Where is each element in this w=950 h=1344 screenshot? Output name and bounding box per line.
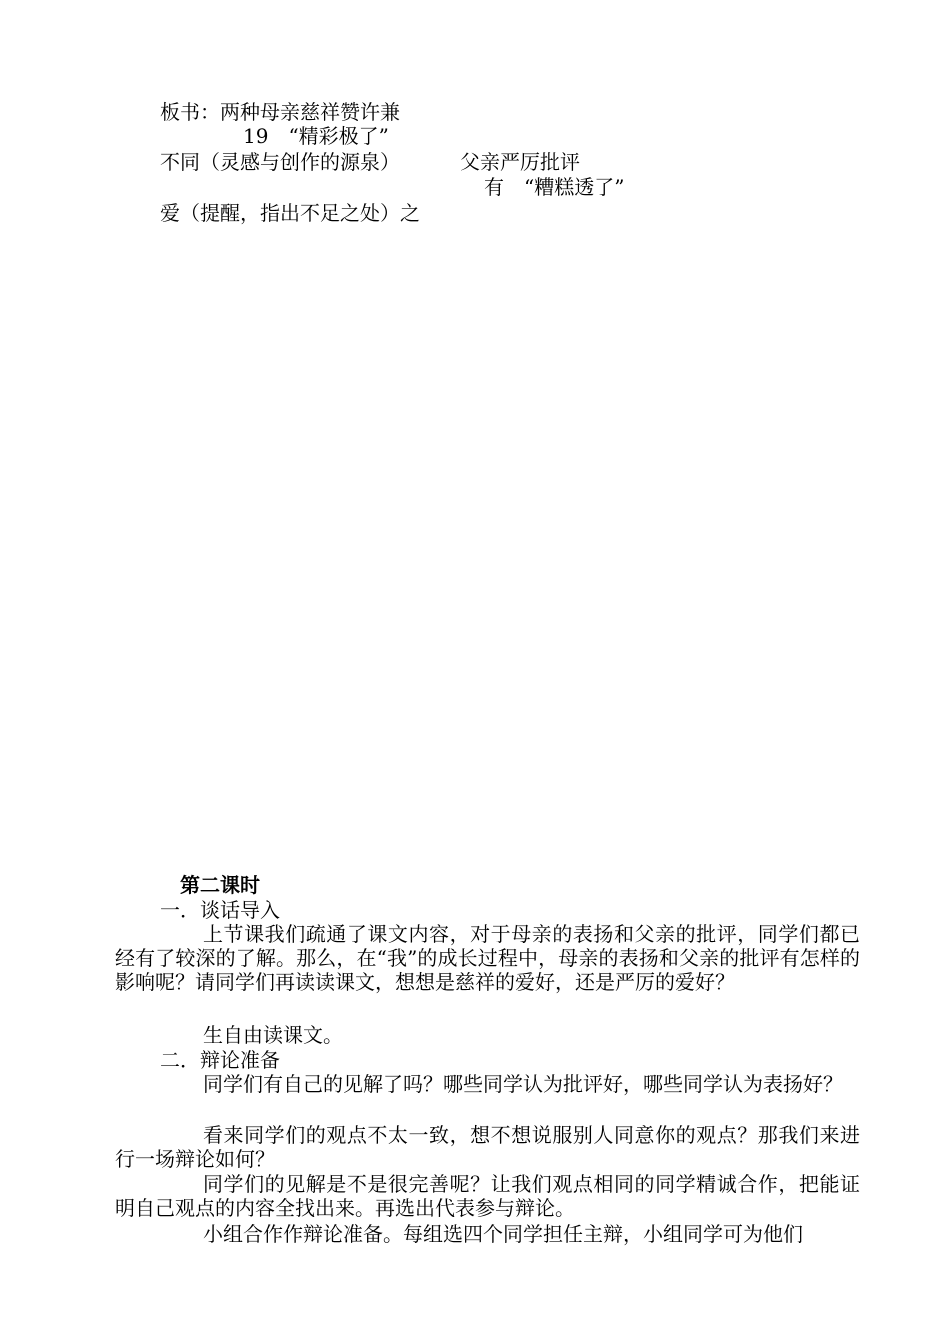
blackboard-line-3-right: 父亲严厉批评	[460, 150, 580, 174]
blackboard-line-1: 板书：两种母亲慈祥赞许兼	[160, 100, 400, 124]
paragraph-6: 小组合作作辩论准备。每组选四个同学担任主辩，小组同学可为他们	[203, 1222, 803, 1246]
lesson-title: 第二课时	[180, 873, 260, 897]
blackboard-line-4: 有 “糟糕透了”	[484, 175, 625, 199]
paragraph-3: 同学们有自己的见解了吗？哪些同学认为批评好，哪些同学认为表扬好？	[203, 1072, 843, 1096]
blackboard-line-3-left: 不同（灵感与创作的源泉）	[160, 150, 400, 174]
section-heading-2: 二．辩论准备	[160, 1048, 280, 1072]
blackboard-line-5: 爱（提醒，指出不足之处）之	[160, 201, 420, 225]
paragraph-5: 同学们的见解是不是很完善呢？让我们观点相同的同学精诚合作，把能证明自己观点的内容全找出来。再选出代表参与辩论。	[115, 1172, 860, 1220]
blackboard-line-2: 19 “精彩极了”	[243, 124, 389, 148]
paragraph-4: 看来同学们的观点不太一致，想不想说服别人同意你的观点？那我们来进行一场辩论如何？	[115, 1123, 860, 1171]
paragraph-2: 生自由读课文。	[203, 1023, 343, 1047]
section-heading-1: 一．谈话导入	[160, 898, 280, 922]
paragraph-1: 上节课我们疏通了课文内容，对于母亲的表扬和父亲的批评，同学们都已经有了较深的了解。那么，在“我”的成长过程中，母亲的表扬和父亲的批评有怎样的影响呢？请同学们再读读课文，想想是慈祥的爱好，还是严厉的爱好？	[115, 922, 860, 994]
